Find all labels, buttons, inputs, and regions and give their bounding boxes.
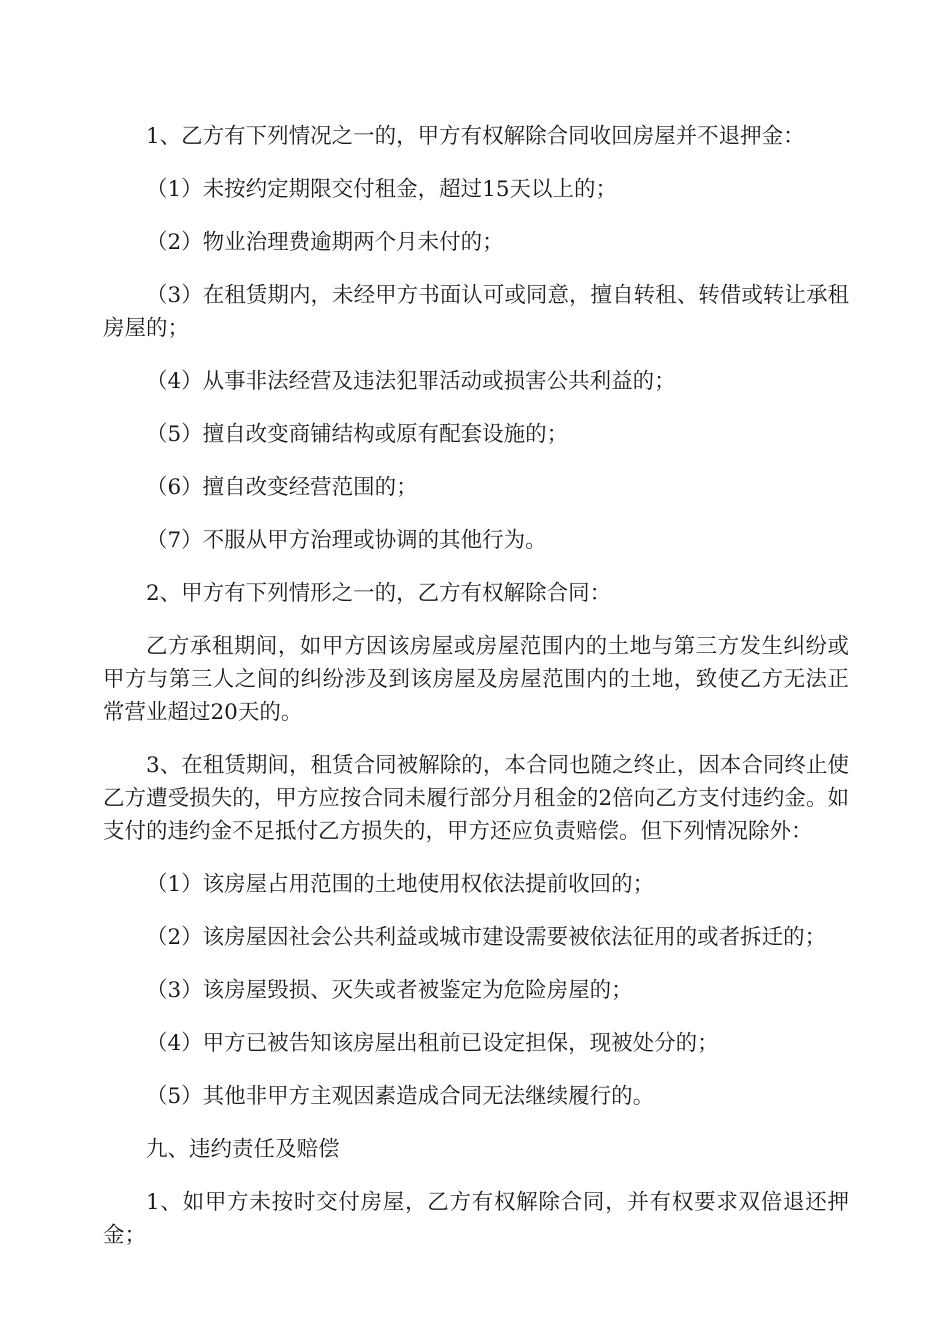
clause-1-item-7: （7）不服从甲方治理或协调的其他行为。 bbox=[146, 528, 547, 553]
clause-3-item-4: （4）甲方已被告知该房屋出租前已设定担保，现被处分的； bbox=[146, 1031, 719, 1056]
clause-3-body: 3、在租赁期间，租赁合同被解除的，本合同也随之终止，因本合同终止使乙方遭受损失的，甲方应按合同未履行部分月租金的2倍向乙方支付违约金。如支付的违约金不足抵付乙方损失的，甲方还应负责赔偿。但下列情况除外： bbox=[103, 753, 849, 844]
clause-1-item-6: （6）擅自改变经营范围的； bbox=[146, 475, 418, 500]
clause-3-item-2: （2）该房屋因社会公共利益或城市建设需要被依法征用的或者拆迁的； bbox=[146, 925, 827, 950]
clause-1-item-1: （1）未按约定期限交付租金，超过15天以上的； bbox=[146, 177, 618, 202]
document-page bbox=[103, 120, 849, 1272]
clause-2-heading: 2、甲方有下列情形之一的，乙方有权解除合同： bbox=[146, 581, 612, 606]
clause-3-item-3: （3）该房屋毁损、灭失或者被鉴定为危险房屋的； bbox=[146, 978, 633, 1003]
clause-1-heading: 1、乙方有下列情况之一的，甲方有权解除合同收回房屋并不退押金： bbox=[146, 124, 805, 149]
clause-1-item-3: （3）在租赁期内，未经甲方书面认可或同意，擅自转租、转借或转让承租房屋的； bbox=[103, 283, 849, 341]
clause-3-item-5: （5）其他非甲方主观因素造成合同无法继续履行的。 bbox=[146, 1084, 655, 1109]
section-9-clause-1: 1、如甲方未按时交付房屋，乙方有权解除合同，并有权要求双倍退还押金； bbox=[103, 1190, 849, 1248]
clause-1-item-5: （5）擅自改变商铺结构或原有配套设施的； bbox=[146, 422, 569, 447]
clause-1-item-2: （2）物业治理费逾期两个月未付的； bbox=[146, 230, 504, 255]
clause-2-body: 乙方承租期间，如甲方因该房屋或房屋范围内的土地与第三方发生纠纷或甲方与第三人之间的纠纷涉及到该房屋及房屋范围内的土地，致使乙方无法正常营业超过20天的。 bbox=[103, 634, 849, 725]
clause-1-item-4: （4）从事非法经营及违法犯罪活动或损害公共利益的； bbox=[146, 369, 676, 394]
section-9-heading: 九、违约责任及赔偿 bbox=[146, 1137, 340, 1162]
clause-3-item-1: （1）该房屋占用范围的土地使用权依法提前收回的； bbox=[146, 872, 655, 897]
